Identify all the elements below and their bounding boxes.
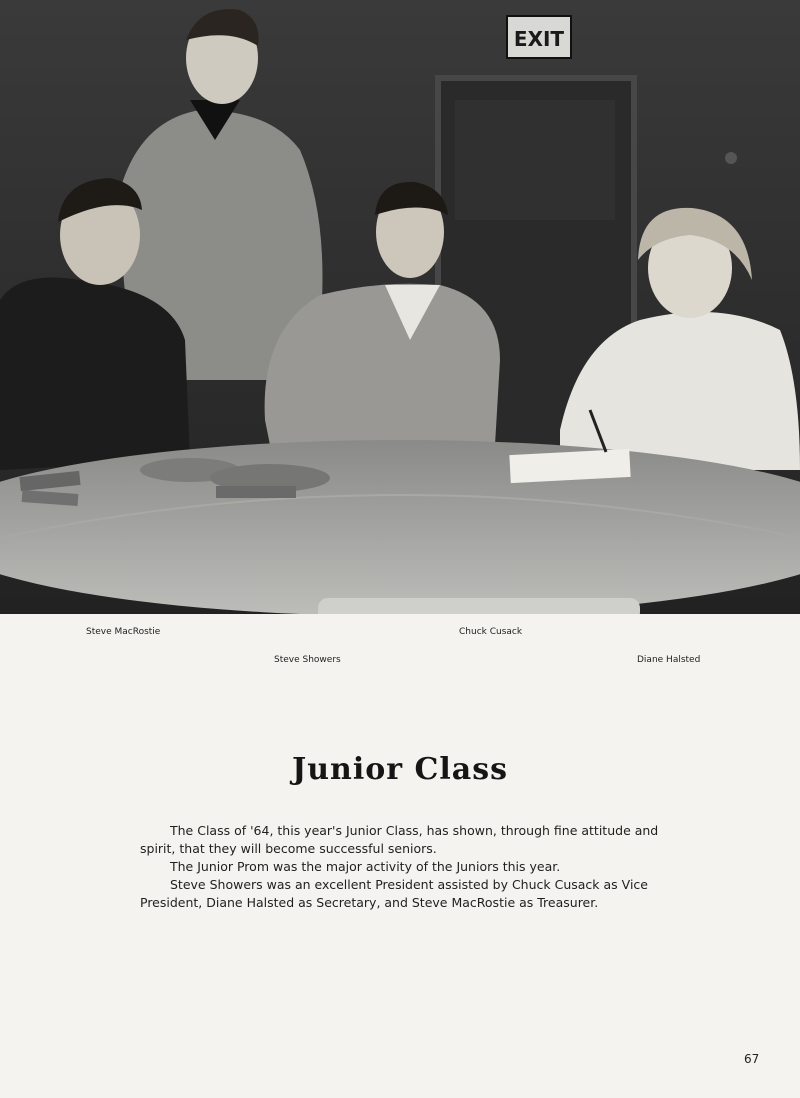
paragraph-1: The Class of '64, this year's Junior Class, has shown, through fine attitude and spirit, that they will become successful seniors. [140, 823, 659, 856]
paragraph-3: Steve Showers was an excellent President assisted by Chuck Cusack as Vice President, Diane Halsted as Secretary, and Steve MacRostie as Treasurer. [140, 877, 648, 910]
chair-back [318, 598, 640, 614]
exit-sign [507, 16, 571, 58]
page-number: 67 [744, 1052, 760, 1066]
page-title: Junior Class [292, 752, 508, 787]
body-text [140, 822, 670, 912]
svg-text:EXIT: EXIT [513, 27, 565, 51]
caption-diane-halsted: Diane Halsted [637, 655, 701, 665]
caption-steve-showers: Steve Showers [274, 655, 341, 665]
table [0, 440, 800, 614]
caption-steve-macrostie: Steve MacRostie [86, 627, 161, 637]
caption-chuck-cusack: Chuck Cusack [459, 627, 523, 637]
paragraph-2: The Junior Prom was the major activity of the Juniors this year. [170, 859, 561, 874]
